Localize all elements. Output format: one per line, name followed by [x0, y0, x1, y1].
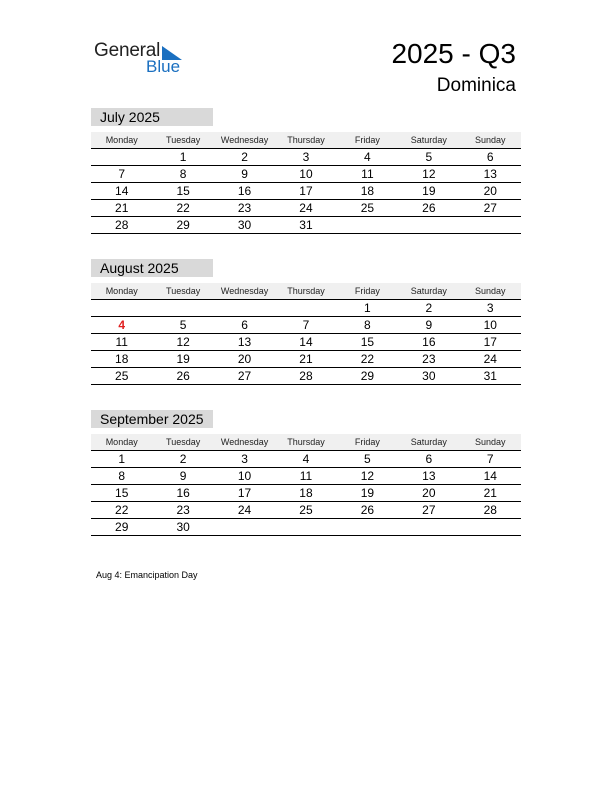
day-cell: 27 — [483, 201, 497, 215]
weekday-label: Thursday — [287, 437, 325, 447]
day-cell: 28 — [115, 218, 129, 232]
day-cell: 26 — [360, 503, 375, 517]
day-cell: 20 — [483, 184, 497, 198]
day-cell: 7 — [486, 452, 494, 466]
weekday-label: Wednesday — [220, 437, 269, 447]
day-cell: 4 — [364, 150, 371, 164]
day-cell: 14 — [115, 184, 129, 198]
day-cell: 22 — [115, 503, 129, 517]
day-cell: 1 — [118, 452, 126, 466]
month-july — [91, 108, 521, 234]
day-cell: 13 — [422, 469, 436, 483]
day-cell: 21 — [483, 486, 497, 500]
day-cell: 30 — [422, 369, 436, 383]
day-cell: 23 — [176, 503, 190, 517]
week-row — [91, 300, 521, 317]
weekday-label: Friday — [354, 135, 380, 145]
week-row — [91, 166, 521, 183]
day-cell: 9 — [425, 318, 433, 332]
day-cell: 19 — [422, 184, 436, 198]
day-cell: 15 — [176, 184, 190, 198]
day-cell: 29 — [360, 369, 375, 383]
weekday-label: Sunday — [474, 437, 506, 447]
day-cell: 18 — [360, 184, 375, 198]
country-name: Dominica — [436, 75, 516, 96]
day-cell: 26 — [176, 369, 190, 383]
day-cell: 17 — [299, 184, 313, 198]
week-row — [91, 368, 521, 385]
day-cell: 12 — [176, 335, 190, 349]
day-cell: 6 — [486, 150, 494, 164]
day-cell: 6 — [241, 318, 248, 332]
month-august — [91, 259, 521, 385]
day-cell: 7 — [118, 167, 126, 181]
day-cell: 3 — [302, 150, 310, 164]
day-cell: 25 — [115, 369, 129, 383]
day-cell: 23 — [237, 201, 252, 215]
day-cell: 12 — [422, 167, 436, 181]
day-cell: 8 — [118, 469, 126, 483]
day-cell: 19 — [360, 486, 375, 500]
day-cell: 25 — [299, 503, 313, 517]
week-row — [91, 451, 521, 468]
logo-text-blue: Blue — [146, 57, 181, 76]
day-cell: 28 — [483, 503, 497, 517]
day-cell: 14 — [299, 335, 313, 349]
month-label: August 2025 — [91, 259, 213, 277]
day-cell — [337, 217, 398, 233]
day-cell — [214, 300, 275, 316]
day-cell — [152, 300, 213, 316]
day-cell: 3 — [241, 452, 248, 466]
day-cell: 15 — [360, 335, 375, 349]
weekday-label: Tuesday — [166, 437, 201, 447]
day-cell: 27 — [237, 369, 252, 383]
day-cell: 21 — [299, 352, 313, 366]
day-cell: 13 — [483, 167, 497, 181]
day-cell: 16 — [422, 335, 436, 349]
day-cell: 9 — [179, 469, 187, 483]
month-grid — [91, 300, 521, 385]
day-cell: 16 — [237, 184, 252, 198]
day-cell: 30 — [237, 218, 252, 232]
day-cell: 31 — [299, 218, 313, 232]
day-cell: 29 — [176, 218, 190, 232]
day-cell: 5 — [179, 318, 187, 332]
day-cell: 12 — [360, 469, 375, 483]
holiday-note: Aug 4: Emancipation Day — [96, 570, 198, 580]
month-label: July 2025 — [91, 108, 213, 126]
weekday-label: Wednesday — [220, 135, 269, 145]
day-cell: 2 — [241, 150, 248, 164]
day-cell: 17 — [483, 335, 497, 349]
day-cell: 13 — [237, 335, 252, 349]
day-cell — [460, 217, 521, 233]
day-cell: 18 — [299, 486, 313, 500]
day-cell: 9 — [241, 167, 248, 181]
day-cell: 2 — [425, 301, 433, 315]
weekday-header — [91, 283, 521, 300]
day-cell: 24 — [299, 201, 313, 215]
day-cell: 28 — [299, 369, 313, 383]
day-cell: 3 — [486, 301, 494, 315]
week-row — [91, 485, 521, 502]
day-cell: 22 — [360, 352, 375, 366]
weekday-header — [91, 132, 521, 149]
weekday-label: Tuesday — [166, 286, 201, 296]
week-row — [91, 217, 521, 234]
week-row — [91, 317, 521, 334]
month-september — [91, 410, 521, 536]
weekday-header — [91, 434, 521, 451]
holiday-notes — [96, 570, 198, 580]
week-row — [91, 351, 521, 368]
day-cell: 14 — [483, 469, 497, 483]
week-row — [91, 502, 521, 519]
day-cell: 16 — [176, 486, 190, 500]
day-cell: 20 — [237, 352, 252, 366]
day-cell: 15 — [115, 486, 129, 500]
day-cell: 23 — [422, 352, 436, 366]
week-row — [91, 519, 521, 536]
day-cell: 1 — [179, 150, 187, 164]
weekday-label: Thursday — [287, 135, 325, 145]
day-cell: 29 — [115, 520, 129, 534]
day-cell: 8 — [364, 318, 371, 332]
day-cell: 20 — [422, 486, 436, 500]
day-cell: 11 — [115, 335, 128, 349]
day-cell — [275, 300, 336, 316]
day-cell: 11 — [361, 167, 374, 181]
day-cell: 26 — [422, 201, 436, 215]
day-cell: 10 — [299, 167, 313, 181]
day-cell: 5 — [425, 150, 433, 164]
day-cell: 8 — [179, 167, 187, 181]
day-cell: 30 — [176, 520, 190, 534]
weekday-label: Saturday — [410, 437, 447, 447]
weekday-label: Saturday — [410, 286, 447, 296]
day-cell: 10 — [483, 318, 497, 332]
day-cell: 25 — [360, 201, 375, 215]
weekday-label: Thursday — [287, 286, 325, 296]
week-row — [91, 334, 521, 351]
day-cell: 1 — [364, 301, 371, 315]
day-cell — [275, 519, 336, 535]
day-cell — [91, 149, 152, 165]
day-cell: 19 — [176, 352, 190, 366]
day-cell: 24 — [483, 352, 497, 366]
month-grid — [91, 451, 521, 536]
day-cell: 4 — [302, 452, 310, 466]
day-cell — [214, 519, 275, 535]
weekday-label: Sunday — [474, 135, 506, 145]
day-cell: 21 — [115, 201, 129, 215]
weekday-label: Monday — [105, 135, 138, 145]
day-cell: 24 — [237, 503, 252, 517]
weekday-label: Saturday — [410, 135, 447, 145]
month-grid — [91, 149, 521, 234]
weekday-label: Monday — [105, 286, 138, 296]
day-cell: 27 — [422, 503, 436, 517]
day-cell: 7 — [302, 318, 310, 332]
week-row — [91, 183, 521, 200]
weekday-label: Wednesday — [220, 286, 269, 296]
week-row — [91, 468, 521, 485]
day-cell: 2 — [179, 452, 187, 466]
weekday-label: Friday — [354, 286, 380, 296]
day-cell: 22 — [176, 201, 190, 215]
page-title: 2025 - Q3 — [391, 38, 516, 69]
generalblue-logo — [94, 40, 194, 80]
weekday-label: Tuesday — [166, 135, 201, 145]
day-cell: 11 — [299, 469, 313, 483]
day-cell — [460, 519, 521, 535]
day-cell — [398, 519, 459, 535]
weekday-label: Friday — [354, 437, 380, 447]
day-cell: 31 — [483, 369, 497, 383]
day-cell: 17 — [237, 486, 252, 500]
day-cell: 5 — [364, 452, 371, 466]
day-cell: 6 — [425, 452, 433, 466]
logo-text-general: General — [94, 40, 161, 61]
day-cell: 18 — [115, 352, 129, 366]
weekday-label: Sunday — [474, 286, 506, 296]
day-cell — [337, 519, 398, 535]
day-cell — [91, 300, 152, 316]
day-cell — [398, 217, 459, 233]
week-row — [91, 149, 521, 166]
weekday-label: Monday — [105, 437, 138, 447]
day-cell: 10 — [237, 469, 252, 483]
week-row — [91, 200, 521, 217]
month-label: September 2025 — [91, 410, 213, 428]
day-cell: 4 — [118, 318, 126, 332]
